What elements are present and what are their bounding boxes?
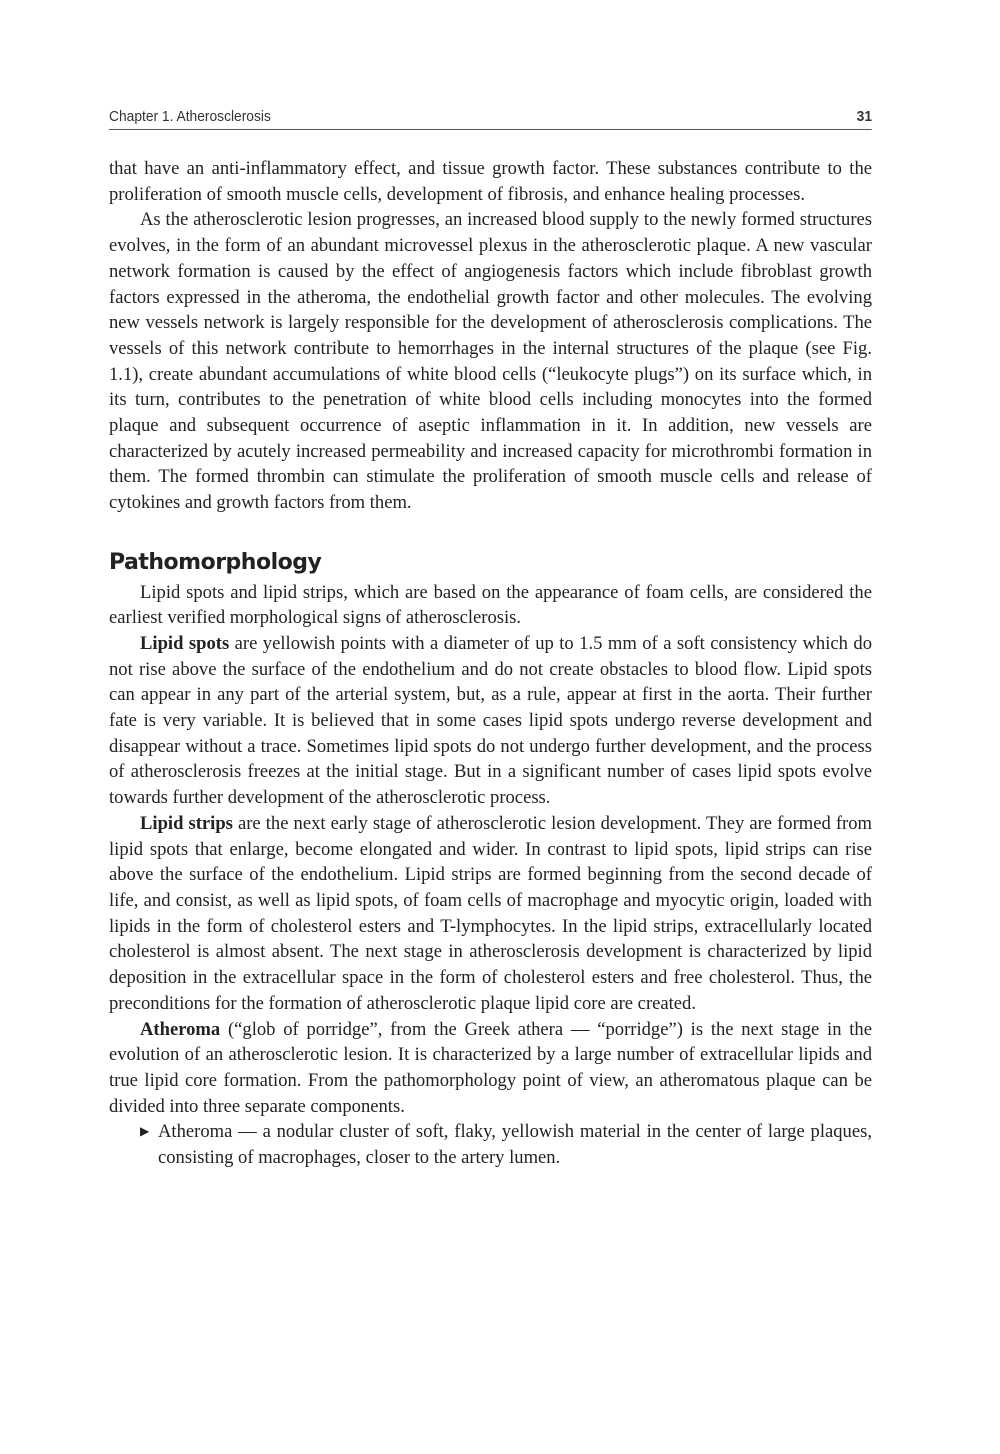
paragraph-lipid-strips <box>109 811 872 1017</box>
term-atheroma: Atheroma <box>140 1018 221 1040</box>
bullet-item <box>109 1119 872 1170</box>
running-header <box>109 103 872 130</box>
term-lipid-spots: Lipid spots <box>140 632 230 654</box>
lipid-spots-text: are yellowish points with a diameter of up to 1.5 mm of a soft consistency which do not rise above the surface of the endothelium and do not create obstacles to blood flow. Lipid spots can appear in any part of the arterial system, but, as a rule, appear at first in the aorta. Their further fate is very variable. It is believed that in some cases lipid spots undergo reverse development and disappear without a trace. Sometimes lipid spots do not undergo further development, and the process of atherosclerosis freezes at the initial stage. But in a significant number of cases lipid spots evolve towards further development of the atherosclerotic process. <box>109 632 872 809</box>
term-lipid-strips: Lipid strips <box>140 812 233 834</box>
chapter-title: Chapter 1. Atherosclerosis <box>109 108 271 125</box>
paragraph-lipid-spots <box>109 631 872 811</box>
page-number: 31 <box>856 108 873 125</box>
page-body <box>109 156 872 1171</box>
lipid-strips-text: are the next early stage of atherosclerotic lesion development. They are formed from lipid spots that enlarge, become elongated and wider. In contrast to lipid spots, lipid strips can rise above the surface of the endothelium. Lipid strips are formed beginning from the second decade of life, and consist, as well as lipid spots, of foam cells of macrophage and myocytic origin, loaded with lipids in the form of cholesterol esters and T-lymphocytes. In the lipid strips, extracellularly located cholesterol is almost absent. The next stage in atherosclerosis development is characterized by lipid deposition in the extracellular space in the form of cholesterol esters and free cholesterol. Thus, the preconditions for the formation of atherosclerotic plaque lipid core are created. <box>109 812 872 1014</box>
paragraph-intro: Lipid spots and lipid strips, which are based on the appearance of foam cells, are considered the earliest verified morphological signs of atherosclerosis. <box>109 581 872 629</box>
paragraph-continued: that have an anti-inflammatory effect, and tissue growth factor. These substances contribute to the proliferation of smooth muscle cells, development of fibrosis, and enhance healing processes. <box>109 158 872 205</box>
triangle-right-icon: ▶ <box>140 1124 150 1139</box>
bullet-text: Atheroma — a nodular cluster of soft, flaky, yellowish material in the center of large plaques, consisting of macrophages, closer to the artery lumen. <box>158 1121 872 1169</box>
book-page <box>109 103 872 1171</box>
paragraph-atheroma <box>109 1017 872 1120</box>
atheroma-text: (“glob of porridge”, from the Greek athera — “porridge”) is the next stage in the evolution of an atherosclerotic lesion. It is characterized by a large number of extracellular lipids and true lipid core formation. From the pathomorphology point of view, an atheromatous plaque can be divided into three separate components. <box>109 1018 872 1117</box>
section-heading: Pathomorphology <box>109 549 322 575</box>
paragraph-angiogenesis: As the atherosclerotic lesion progresses, an increased blood supply to the newly formed structures evolves, in the form of an abundant microvessel plexus in the atherosclerotic plaque. A new vascular network formation is caused by the effect of angiogenesis factors which include fibroblast growth factors expressed in the atheroma, the endothelial growth factor and other molecules. The evolving new vessels network is largely responsible for the development of atherosclerosis complications. The vessels of this network contribute to hemorrhages in the internal structures of the plaque (see Fig. 1.1), create abundant accumulations of white blood cells (“leukocyte plugs”) on its surface which, in its turn, contributes to the penetration of white blood cells including monocytes into the formed plaque and subsequent occurrence of aseptic inflammation in it. In addition, new vessels are characterized by acutely increased permeability and increased capacity for microthrombi formation in them. The formed thrombin can stimulate the proliferation of smooth muscle cells and release of cytokines and growth factors from them. <box>109 209 872 514</box>
